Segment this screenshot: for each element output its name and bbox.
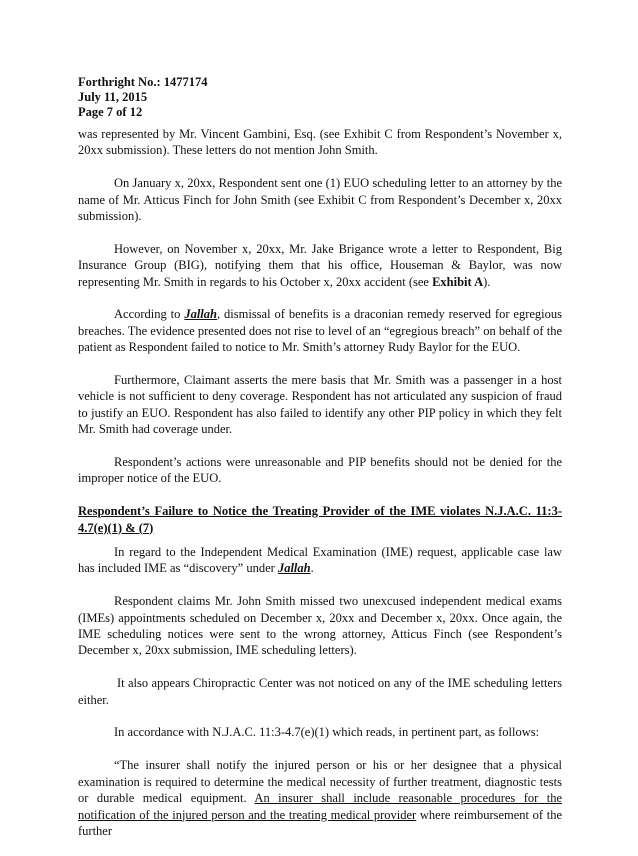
case-citation: Jallah [277,561,311,576]
section-heading: Respondent’s Failure to Notice the Treating Provider of the IME violates N.J.A.C. 11:3-4.7(e)(1) & (7) [78,504,562,535]
paragraph-representation [78,241,562,290]
page-number: Page 7 of 12 [78,105,143,119]
page-header [78,75,208,120]
paragraph-text: However, on November x, 20xx, Mr. Jake Brigance wrote a letter to Respondent, Big Insurance Group (BIG), notifying them that his office, Houseman & Baylor, was now representing Mr. Smith in regards to his October x, 20xx accident (see [78,241,562,289]
paragraph-claimant-asserts: Furthermore, Claimant asserts the mere basis that Mr. Smith was a passenger in a host vehicle is not sufficient to deny coverage. Respondent has not articulated any suspicion of fraud to justify an EUO. Respondent has also failed to identify any other PIP policy in which they felt Mr. Smith had coverage under. [78,373,562,437]
paragraph-continuation: was represented by Mr. Vincent Gambini, Esq. (see Exhibit C from Respondent’s November x, 20xx submission). These letters do not mention John Smith. [78,127,562,158]
quote-text: “The insurer shall notify the injured person or his or her designee that a physical examination is required to determine the medical necessity of further treatment, diagnostic tests or durable medical equipment. [78,758,562,806]
paragraph-text: , dismissal of benefits is a draconian remedy reserved for egregious breaches. The evidence presented does not rise to level of an “egregious breach” on behalf of the patient as Respondent failed to notice to Mr. Smith’s attorney Rudy Baylor for the EUO. [78,307,562,355]
case-citation: Jallah [184,307,217,322]
exhibit-reference: Exhibit A [432,274,484,289]
quote-text: where reimbursement of the further [78,807,562,838]
paragraph-chiropractic: It also appears Chiropractic Center was not noticed on any of the IME scheduling letters either. [78,676,562,707]
paragraph-regulation: In accordance with N.J.A.C. 11:3-4.7(e)(1) which reads, in pertinent part, as follows: [114,725,540,740]
quote-underlined-text: An insurer shall include reasonable procedures for the notification of the injured person and the treating medical provider [78,791,562,822]
paragraph-text: ). [483,274,491,289]
paragraph-text: . [310,561,314,576]
paragraph-text: According to [114,307,185,322]
paragraph-conclusion: Respondent’s actions were unreasonable and PIP benefits should not be denied for the improper notice of the EUO. [78,455,562,486]
document-date: July 11, 2015 [78,90,148,104]
paragraph-missed-imes: Respondent claims Mr. John Smith missed two unexcused independent medical exams (IMEs) appointments scheduled on December x, 20xx and December x, 20xx. Once again, the IME scheduling notices were sent to the wrong attorney, Atticus Finch (see Respondent’s December x, 20xx submission, IME scheduling letters). [78,594,562,658]
paragraph-euo-letter: On January x, 20xx, Respondent sent one (1) EUO scheduling letter to an attorney by the name of Mr. Atticus Finch for John Smith (see Exhibit C from Respondent’s December x, 20xx submission). [78,176,562,224]
reference-number: Forthright No.: 1477174 [78,75,208,89]
paragraph-ime-request [78,544,562,577]
paragraph-quote [78,757,562,839]
paragraph-jallah [78,306,562,355]
paragraph-text: In regard to the Independent Medical Examination (IME) request, applicable case law has included IME as “discovery” under [78,545,562,576]
document-body [78,126,562,856]
